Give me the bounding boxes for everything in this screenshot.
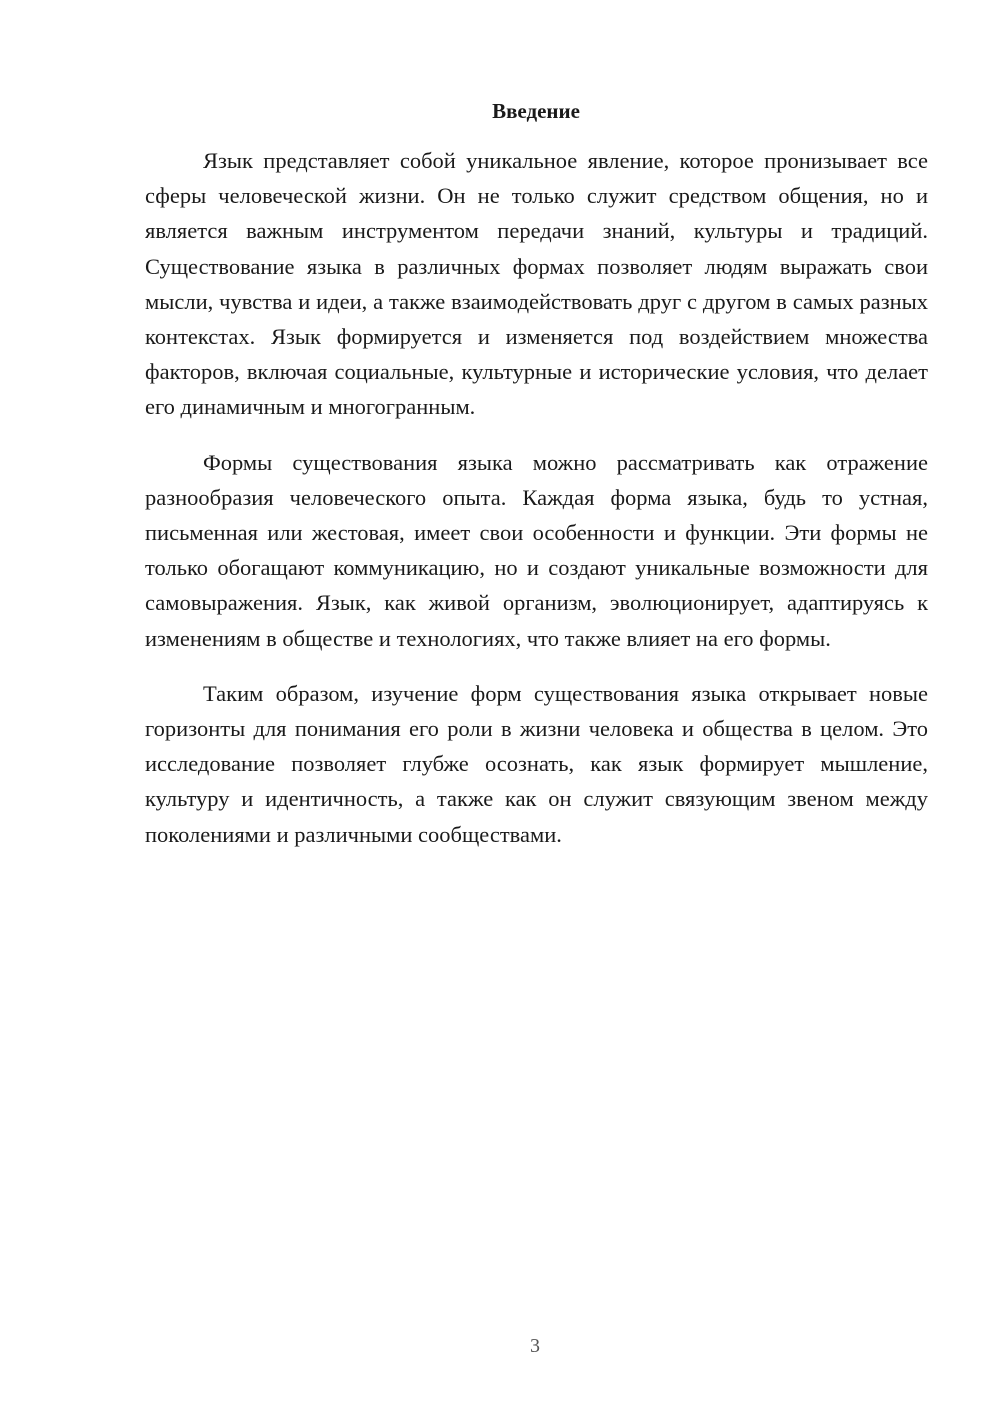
- paragraph-1: Язык представляет собой уникальное явление, которое пронизывает все сферы человеческой жизни. Он не только служит средством общения, но и является важным инструментом передачи знаний, культуры и традиций. Существование языка в различных формах позволяет людям выражать свои мысли, чувства и идеи, а также взаимодействовать друг с другом в самых разных контекстах. Язык формируется и изменяется под воздействием множества факторов, включая социальные, культурные и исторические условия, что делает его динамичным и многогранным.: [145, 148, 928, 420]
- section-heading: Введение: [492, 99, 580, 123]
- paragraph-2: Формы существования языка можно рассматривать как отражение разнообразия человеческого опыта. Каждая форма языка, будь то устная, письменная или жестовая, имеет свои особенности и функции. Эти формы не только обогащают коммуникацию, но и создают уникальные возможности для самовыражения. Язык, как живой организм, эволюционирует, адаптируясь к изменениям в обществе и технологиях, что также влияет на его формы.: [145, 449, 928, 651]
- page-number: 3: [530, 1335, 540, 1357]
- paragraph-3: Таким образом, изучение форм существования языка открывает новые горизонты для понимания его роли в жизни человека и общества в целом. Это исследование позволяет глубже осознать, как язык формирует мышление, культуру и идентичность, а также как он служит связующим звеном между поколениями и различными сообществами.: [145, 680, 928, 847]
- body-text: [145, 143, 928, 872]
